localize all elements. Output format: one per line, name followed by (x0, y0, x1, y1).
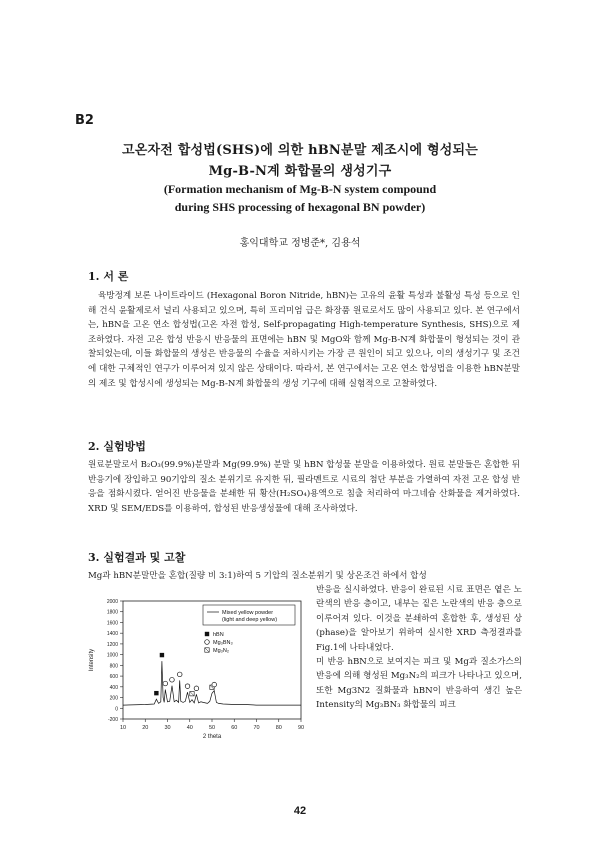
y-tick-label: 600 (109, 674, 118, 681)
method-paragraph (88, 458, 520, 516)
x-tick-label: 30 (164, 725, 171, 731)
x-tick-label: 50 (208, 725, 216, 731)
x-tick-label: 40 (186, 725, 193, 731)
page-number: 42 (293, 805, 307, 817)
legend-marker (205, 632, 209, 636)
legend-marker (205, 640, 210, 645)
y-tick-label: 800 (109, 663, 118, 670)
authors: 홍익대학교 정병준*, 김용석 (239, 238, 361, 249)
results-right-text: 반응을 실시하였다. 반응이 완료된 시료 표면은 옅은 노란색의 반응 층이고, 내부는 짙은 노란색의 반응 층으로 이루어져 있다. 이것을 분쇄하여 혼합한 후, 생성된 상(phase)을 알아보기 위하여 실시한 XRD 측정결과를 Fig.1에 나타내었다. (316, 585, 522, 653)
legend-series-label-2: (light and deep yellow) (222, 617, 278, 623)
section-heading-results: 3. 실험결과 및 고찰 (88, 551, 186, 564)
x-tick-label: 80 (275, 725, 282, 731)
x-tick-label: 10 (119, 725, 127, 731)
peak-marker (212, 682, 217, 687)
series-line (123, 661, 301, 705)
peak-marker (194, 686, 199, 691)
legend-series-label: Mixed yellow powder (222, 610, 274, 616)
paper-code: B2 (75, 113, 94, 128)
y-tick-label: 1000 (106, 652, 118, 659)
title-english-line1: (Formation mechanism of Mg-B-N system compound (163, 182, 437, 196)
y-tick-label: -200 (107, 717, 118, 723)
peak-marker (170, 677, 175, 682)
title-korean-line2: Mg-B-N계 화합물의 생성기구 (208, 164, 392, 179)
y-tick-label: 400 (109, 684, 118, 691)
y-tick-label: 1600 (106, 620, 118, 627)
x-tick-label: 70 (253, 725, 260, 731)
method-text: 원료분말로서 B₂O₃(99.9%)분말과 Mg(99.9%) 분말 및 hBN 합성물 분말을 이용하였다. 원료 분말들은 혼합한 뒤 반응기에 장입하고 90기압의 질소 분위기로 유지한 뒤, 필라멘트로 시료의 첨단 부분을 가열하여 자전 고온 합성 반응을 점화시켰다. 얻어진 반응물을 분쇄한 뒤 황산(H₂SO₄)용액으로 침출 처리하여 마그네슘 산화물을 제거하였다. XRD 및 SEM/EDS를 이용하여, 합성된 반응생성물에 대해 조사하였다. (88, 460, 520, 514)
results-right-column (316, 583, 522, 713)
y-axis-label: Intensity (89, 648, 95, 672)
section-heading-intro: 1. 서 론 (88, 270, 129, 283)
y-tick-label: 2000 (106, 599, 118, 605)
title-english-line2: during SHS processing of hexagonal BN powder) (174, 200, 426, 214)
xrd-chart (85, 595, 313, 740)
section-heading-method: 2. 실험방법 (88, 440, 146, 453)
peak-marker (163, 681, 168, 686)
x-axis-label: 2 theta (202, 734, 222, 740)
peak-marker (177, 672, 182, 677)
legend-entry-label: hBN (213, 632, 224, 638)
y-tick-label: 1400 (106, 631, 118, 638)
legend-entry-label: Mg₃N₂ (213, 648, 229, 654)
x-tick-label: 90 (297, 725, 305, 731)
y-tick-label: 1800 (106, 609, 118, 616)
x-tick-label: 60 (231, 725, 238, 731)
peak-marker (185, 684, 190, 689)
peak-marker (154, 691, 158, 695)
results-lead-text: Mg과 hBN분말만을 혼합(질량 비 3:1)하여 5 기압의 질소분위기 및 상온조건 하에서 합성 (88, 571, 427, 581)
y-tick-label: 0 (115, 706, 118, 713)
results-lead (88, 569, 520, 584)
y-tick-label: 200 (109, 695, 118, 702)
x-tick-label: 20 (142, 725, 149, 731)
title-korean-line1: 고온자전 합성법(SHS)에 의한 hBN분말 제조시에 형성되는 (121, 143, 479, 158)
peak-marker (160, 653, 164, 657)
results-right-text2: 미 반응 hBN으로 보여지는 피크 및 Mg과 질소가스의 반응에 의해 형성된 Mg₃N₂의 피크가 나타나고 있으며, 또한 Mg3N2 질화물과 hBN이 반응하여 생긴 높은 Intensity의 Mg₃BN₃ 화합물의 피크 (316, 657, 522, 711)
plot-area (89, 599, 304, 740)
y-tick-label: 1200 (106, 641, 118, 648)
intro-text: 육방정계 보론 나이트라이드 (Hexagonal Boron Nitride, hBN)는 고유의 윤활 특성과 불활성 특성 등으로 인해 건식 윤활제로서 널리 사용되고 있으며, 특히 프리미엄 급은 화장품 원료로서도 많이 사용되고 있다. 본 연구에서는, hBN을 고온 연소 합성법(고온 자전 합성, Self-propagating High-temperature Synthesis, SHS)으로 제조하였다. 자전 고온 합성 반응시 반응물의 표면에는 hBN 및 MgO와 함께 Mg-B-N계 화합물이 형성되는 것이 관찰되었는데, 이들 화합물의 생성은 반응물의 수율을 저하시키는 가장 큰 원인이 되고 있으나, 이의 생성기구 및 조건에 대한 구체적인 연구가 이루어져 있지 않은 상태이다. 따라서, 본 연구에서는 고온 연소 합성법을 이용한 hBN분말의 제조 및 합성시에 생성되는 Mg-B-N계 화합물의 생성 기구에 대해 실험적으로 고찰하였다. (88, 291, 520, 389)
intro-paragraph (88, 289, 520, 391)
legend-entry-label: Mg₃BN₃ (213, 640, 233, 646)
